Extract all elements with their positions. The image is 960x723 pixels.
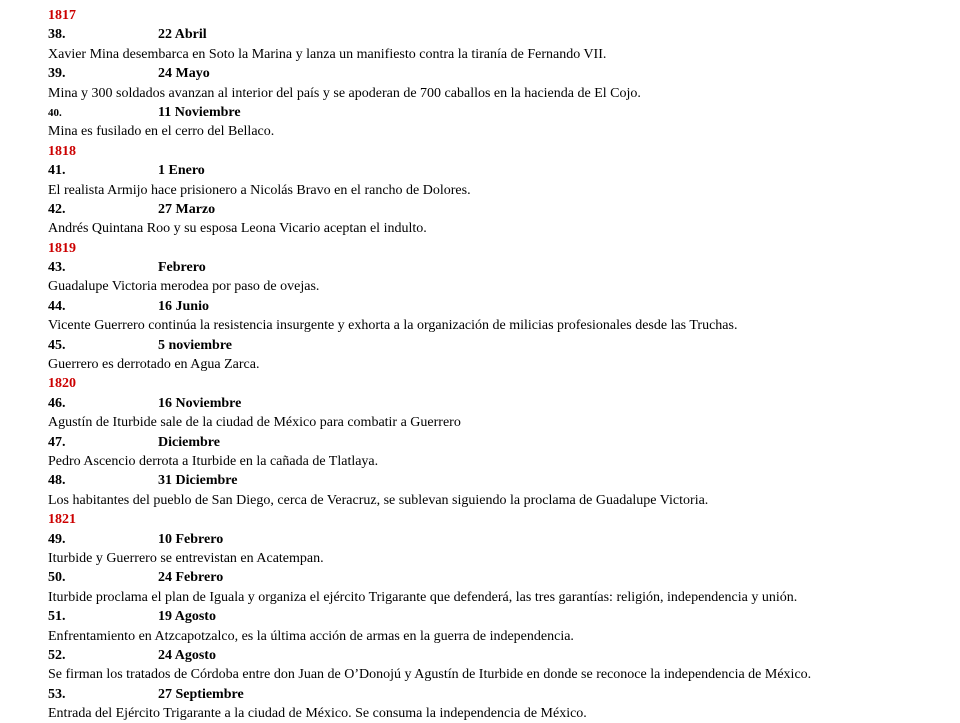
event-description: Andrés Quintana Roo y su esposa Leona Vicario aceptan el indulto. bbox=[48, 221, 427, 237]
event-number: 52. bbox=[48, 647, 66, 663]
event-number: 44. bbox=[48, 298, 66, 314]
event-header bbox=[48, 433, 948, 452]
event-date: Diciembre bbox=[158, 434, 220, 450]
event-header bbox=[48, 568, 948, 587]
event-number: 46. bbox=[48, 395, 66, 411]
event-description: Enfrentamiento en Atzcapotzalco, es la última acción de armas en la guerra de independencia. bbox=[48, 628, 574, 644]
event-date: 24 Agosto bbox=[158, 647, 216, 663]
event-number: 53. bbox=[48, 686, 66, 702]
event-date: 11 Noviembre bbox=[158, 104, 241, 120]
event-number: 49. bbox=[48, 531, 66, 547]
event-description: Se firman los tratados de Córdoba entre don Juan de O’Donojú y Agustín de Iturbide en donde se reconoce la independencia de México. bbox=[48, 667, 812, 683]
event-header bbox=[48, 530, 948, 549]
event-number: 41. bbox=[48, 163, 66, 179]
event-number: 38. bbox=[48, 27, 66, 43]
event-description: Guerrero es derrotado en Agua Zarca. bbox=[48, 357, 260, 373]
event-description: Vicente Guerrero continúa la resistencia insurgente y exhorta a la organización de milicias profesionales desde las Truchas. bbox=[48, 318, 738, 334]
event-header bbox=[48, 161, 948, 180]
event-header bbox=[48, 607, 948, 626]
event-date: 24 Mayo bbox=[158, 66, 210, 82]
event-header bbox=[48, 336, 948, 355]
event-date: 31 Diciembre bbox=[158, 473, 238, 489]
event-number: 42. bbox=[48, 201, 66, 217]
event-header bbox=[48, 471, 948, 490]
event-header bbox=[48, 64, 948, 83]
event-description: Iturbide y Guerrero se entrevistan en Acatempan. bbox=[48, 550, 324, 566]
year-heading: 1821 bbox=[48, 512, 76, 528]
event-number: 50. bbox=[48, 570, 66, 586]
timeline-document bbox=[48, 6, 948, 723]
event-description: Entrada del Ejército Trigarante a la ciudad de México. Se consuma la independencia de México. bbox=[48, 706, 587, 722]
year-heading: 1820 bbox=[48, 376, 76, 392]
event-header bbox=[48, 25, 948, 44]
year-heading: 1817 bbox=[48, 8, 76, 23]
event-description: Los habitantes del pueblo de San Diego, cerca de Veracruz, se sublevan siguiendo la proclama de Guadalupe Victoria. bbox=[48, 492, 709, 508]
event-number: 39. bbox=[48, 66, 66, 82]
event-description: Xavier Mina desembarca en Soto la Marina y lanza un manifiesto contra la tiranía de Fernando VII. bbox=[48, 46, 607, 62]
event-date: 19 Agosto bbox=[158, 609, 216, 625]
event-description: Mina y 300 soldados avanzan al interior del país y se apoderan de 700 caballos en la hacienda de El Cojo. bbox=[48, 85, 641, 101]
event-description: Agustín de Iturbide sale de la ciudad de México para combatir a Guerrero bbox=[48, 415, 461, 431]
event-description: Iturbide proclama el plan de Iguala y organiza el ejército Trigarante que defenderá, las tres garantías: religión, independencia y unión. bbox=[48, 589, 798, 605]
year-heading: 1818 bbox=[48, 143, 76, 159]
event-number: 47. bbox=[48, 434, 66, 450]
event-number: 48. bbox=[48, 473, 66, 489]
event-date: 22 Abril bbox=[158, 27, 207, 43]
event-description: Mina es fusilado en el cerro del Bellaco. bbox=[48, 124, 275, 140]
event-header bbox=[48, 394, 948, 413]
event-description: Pedro Ascencio derrota a Iturbide en la cañada de Tlatlaya. bbox=[48, 453, 379, 469]
event-date: 16 Junio bbox=[158, 298, 209, 314]
event-number: 43. bbox=[48, 260, 66, 276]
event-date: 5 noviembre bbox=[158, 337, 233, 353]
event-number: 51. bbox=[48, 609, 66, 625]
event-number: 40. bbox=[48, 106, 62, 119]
event-header bbox=[48, 297, 948, 316]
event-header bbox=[48, 685, 948, 704]
event-header bbox=[48, 103, 948, 122]
event-date: Febrero bbox=[158, 260, 206, 276]
event-number: 45. bbox=[48, 337, 66, 353]
event-date: 27 Marzo bbox=[158, 201, 216, 217]
event-header bbox=[48, 200, 948, 219]
event-header bbox=[48, 646, 948, 665]
event-header bbox=[48, 258, 948, 277]
event-date: 24 Febrero bbox=[158, 570, 224, 586]
event-description: El realista Armijo hace prisionero a Nicolás Bravo en el rancho de Dolores. bbox=[48, 182, 471, 198]
event-description: Guadalupe Victoria merodea por paso de ovejas. bbox=[48, 279, 320, 295]
year-heading: 1819 bbox=[48, 240, 76, 256]
event-date: 16 Noviembre bbox=[158, 395, 242, 411]
event-date: 10 Febrero bbox=[158, 531, 224, 547]
event-date: 27 Septiembre bbox=[158, 686, 244, 702]
event-date: 1 Enero bbox=[158, 163, 205, 179]
